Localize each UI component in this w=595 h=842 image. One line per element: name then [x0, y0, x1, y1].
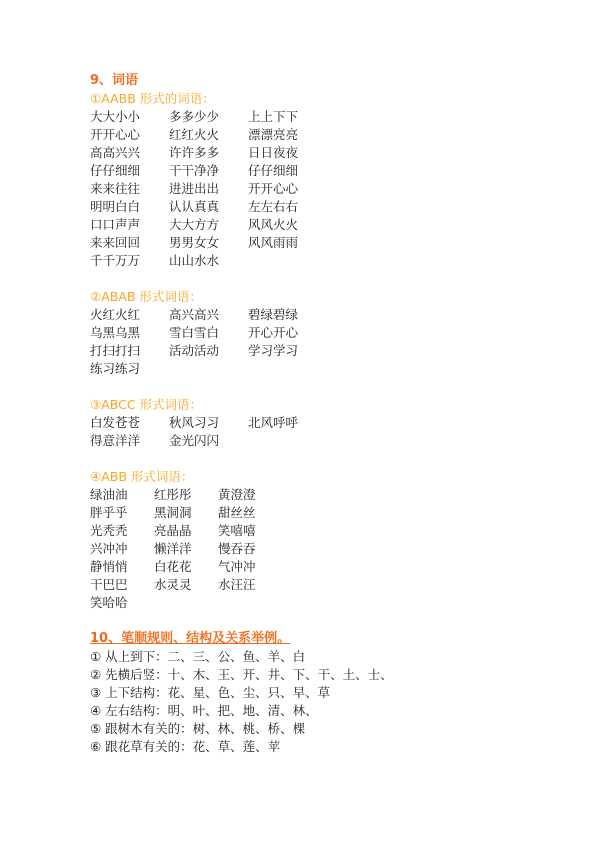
word: 胖乎乎: [90, 505, 128, 520]
word: 白发苍苍: [90, 415, 141, 430]
word: 认认真真: [169, 199, 220, 214]
word: 大大小小: [90, 109, 141, 124]
word: 气冲冲: [218, 559, 256, 574]
word-row: [90, 180, 550, 198]
section-9-title: 9、词语: [90, 73, 139, 88]
word: 风风雨雨: [248, 235, 299, 250]
spacer: [90, 612, 550, 630]
spacer: [90, 378, 550, 396]
word-row: [90, 522, 550, 540]
word: 秋风习习: [169, 415, 220, 430]
word: 黑洞洞: [154, 505, 192, 520]
spacer: [90, 270, 550, 288]
word: 北风呼呼: [248, 415, 299, 430]
word-row: [90, 234, 550, 252]
word-row: [90, 594, 550, 612]
word: 明明白白: [90, 199, 141, 214]
word: 高高兴兴: [90, 145, 141, 160]
word: 白花花: [154, 559, 192, 574]
abcc-word-list: [90, 414, 550, 450]
word: 多多少少: [169, 109, 220, 124]
word-row: [90, 558, 550, 576]
word: 乌黑乌黑: [90, 325, 141, 340]
word: 来来往往: [90, 181, 141, 196]
word: 风风火火: [248, 217, 299, 232]
word: 开心开心: [248, 325, 299, 340]
abcc-title: ③ABCC 形式词语：: [90, 397, 203, 412]
word: [154, 594, 218, 612]
word: 高兴高兴: [169, 307, 220, 322]
word: 黄澄澄: [218, 487, 256, 502]
word: 懒洋洋: [154, 541, 192, 556]
word: 碧绿碧绿: [248, 307, 299, 322]
word: 笑嘻嘻: [218, 523, 256, 538]
word: 大大方方: [169, 217, 220, 232]
rule-item: ⑥ 跟花草有关的：花、草、莲、苹: [90, 739, 281, 754]
word: 水灵灵: [154, 577, 192, 592]
word-row: [90, 504, 550, 522]
word: 红彤彤: [154, 487, 192, 502]
word-row: [90, 414, 550, 432]
word: 兴冲冲: [90, 541, 128, 556]
abb-title: ④ABB 形式词语：: [90, 469, 194, 484]
abab-title: ②ABAB 形式词语：: [90, 289, 202, 304]
word-row: [90, 324, 550, 342]
word: 许许多多: [169, 145, 220, 160]
word: 慢吞吞: [218, 541, 256, 556]
word-row: [90, 576, 550, 594]
word-row: [90, 306, 550, 324]
word: 绿油油: [90, 487, 128, 502]
word-row: [90, 432, 550, 450]
word-row: [90, 486, 550, 504]
word: 光秃秃: [90, 523, 128, 538]
word: 仔仔细细: [90, 163, 141, 178]
word-row: [90, 198, 550, 216]
word: 干巴巴: [90, 577, 128, 592]
word: 火红火红: [90, 307, 141, 322]
word-row: [90, 360, 550, 378]
word-row: [90, 342, 550, 360]
rule-item: ② 先横后竖：十、木、王、开、井、下、干、土、士、: [90, 667, 393, 682]
word: 雪白雪白: [169, 325, 220, 340]
word: 学习学习: [248, 343, 299, 358]
section-10-title: [90, 630, 550, 648]
spacer: [90, 450, 550, 468]
word: 金光闪闪: [169, 433, 220, 448]
word: 笑哈哈: [90, 595, 128, 610]
word: 漂漂亮亮: [248, 127, 299, 142]
word: 千千万万: [90, 253, 141, 268]
word: 山山水水: [169, 253, 220, 268]
word: 静悄悄: [90, 559, 128, 574]
word-row: [90, 144, 550, 162]
word: 男男女女: [169, 235, 220, 250]
word: 甜丝丝: [218, 505, 256, 520]
word-row: [90, 540, 550, 558]
abb-word-list: [90, 486, 550, 612]
rule-item: ① 从上到下：二、三、公、鱼、羊、白: [90, 649, 306, 664]
word: 水汪汪: [218, 577, 256, 592]
word: 日日夜夜: [248, 145, 299, 160]
word: 亮晶晶: [154, 523, 192, 538]
word: 活动活动: [169, 343, 220, 358]
stroke-rules-list: [90, 648, 550, 756]
word: 红红火火: [169, 127, 220, 142]
word: 练习练习: [90, 361, 141, 376]
word: 开开心心: [90, 127, 141, 142]
section-10-title-text: 10、笔顺规则、结构及关系举例。: [90, 631, 291, 646]
word: 口口声声: [90, 217, 141, 232]
word: 开开心心: [248, 181, 299, 196]
word-row: [90, 216, 550, 234]
abab-word-list: [90, 306, 550, 378]
word-row: [90, 126, 550, 144]
rule-item: ③ 上下结构：花、星、色、尘、只、早、草: [90, 685, 331, 700]
word: [169, 360, 248, 378]
word: 上上下下: [248, 109, 299, 124]
word: 得意洋洋: [90, 433, 141, 448]
word: 打扫打扫: [90, 343, 141, 358]
word-row: [90, 252, 550, 270]
word: 干干净净: [169, 163, 220, 178]
word: 来来回回: [90, 235, 141, 250]
word: 进进出出: [169, 181, 220, 196]
aabb-word-list: [90, 108, 550, 270]
word-row: [90, 162, 550, 180]
word-row: [90, 108, 550, 126]
document-page: [90, 72, 550, 756]
rule-item: ⑤ 跟树木有关的：树、林、桃、桥、棵: [90, 721, 306, 736]
word: 左左右右: [248, 199, 299, 214]
rule-item: ④ 左右结构：明、叶、把、地、清、林、: [90, 703, 318, 718]
word: 仔仔细细: [248, 163, 299, 178]
aabb-title: ①AABB 形式的词语：: [90, 91, 215, 106]
